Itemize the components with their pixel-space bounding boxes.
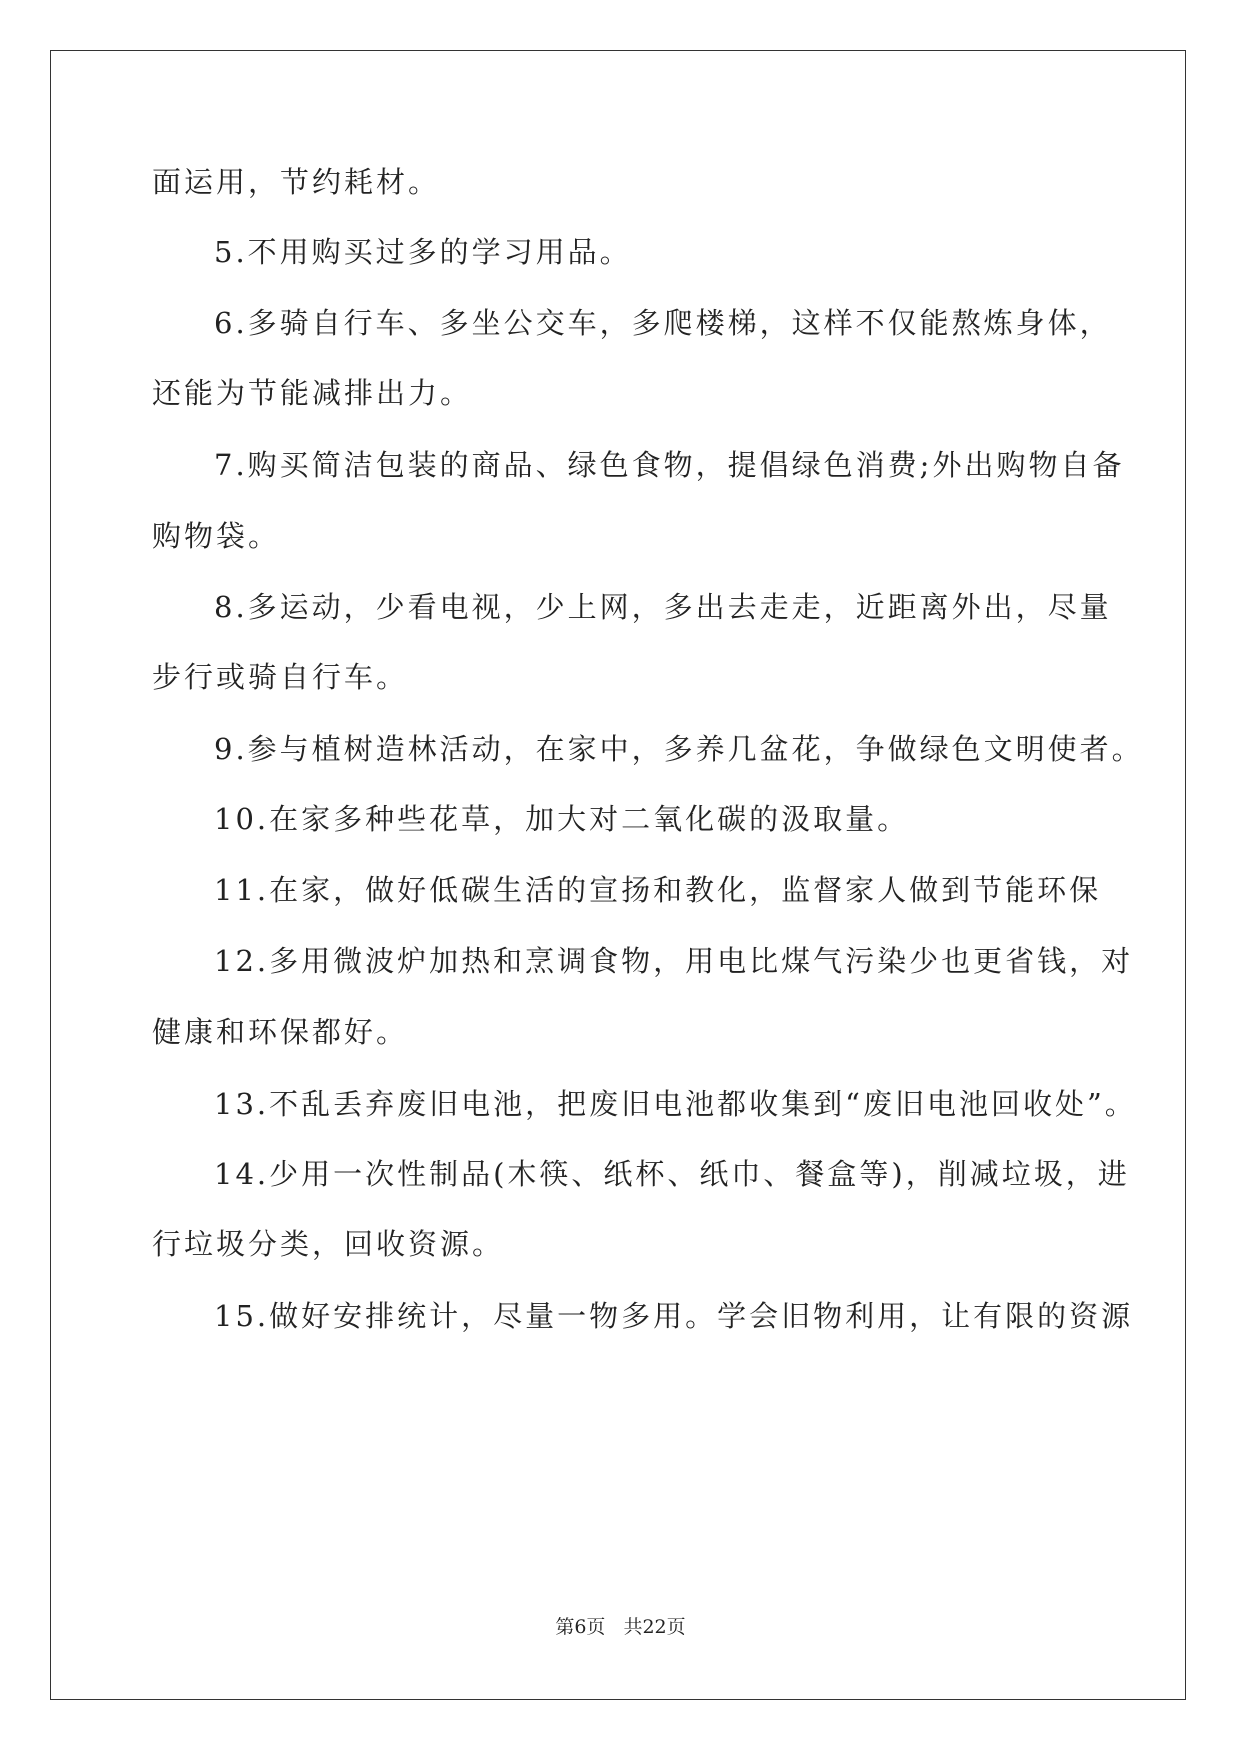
text-line: 健康和环保都好。: [152, 1015, 409, 1049]
text-line: 13.不乱丢弃废旧电池，把废旧电池都收集到“废旧电池回收处”。: [214, 1087, 1137, 1121]
page-footer: [0, 1612, 1241, 1639]
text-line: 9.参与植树造林活动，在家中，多养几盆花，争做绿色文明使者。: [214, 732, 1144, 766]
text-line: 5.不用购买过多的学习用品。: [214, 235, 632, 269]
text-line: 14.少用一次性制品(木筷、纸杯、纸巾、餐盒等)，削减垃圾，进: [214, 1157, 1130, 1191]
text-line: 步行或骑自行车。: [152, 660, 409, 694]
text-line: 购物袋。: [152, 519, 281, 553]
text-line: 8.多运动，少看电视，少上网，多出去走走，近距离外出，尽量: [214, 590, 1112, 624]
text-line: 15.做好安排统计，尽量一物多用。学会旧物利用，让有限的资源: [214, 1299, 1134, 1333]
text-line: 还能为节能减排出力。: [152, 376, 473, 410]
text-line: 6.多骑自行车、多坐公交车，多爬楼梯，这样不仅能熬炼身体，: [214, 306, 1112, 340]
text-line: 面运用，节约耗材。: [152, 165, 441, 199]
text-line: 11.在家，做好低碳生活的宣扬和教化，监督家人做到节能环保: [214, 873, 1102, 907]
total-pages: 共22页: [623, 1616, 686, 1638]
text-line: 10.在家多种些花草，加大对二氧化碳的汲取量。: [214, 802, 910, 836]
current-page-number: 第6页: [555, 1616, 606, 1638]
text-line: 行垃圾分类，回收资源。: [152, 1227, 505, 1261]
text-line: 12.多用微波炉加热和烹调食物，用电比煤气污染少也更省钱，对: [214, 944, 1134, 978]
text-line: 7.购买简洁包装的商品、绿色食物，提倡绿色消费;外出购物自备: [214, 448, 1125, 482]
